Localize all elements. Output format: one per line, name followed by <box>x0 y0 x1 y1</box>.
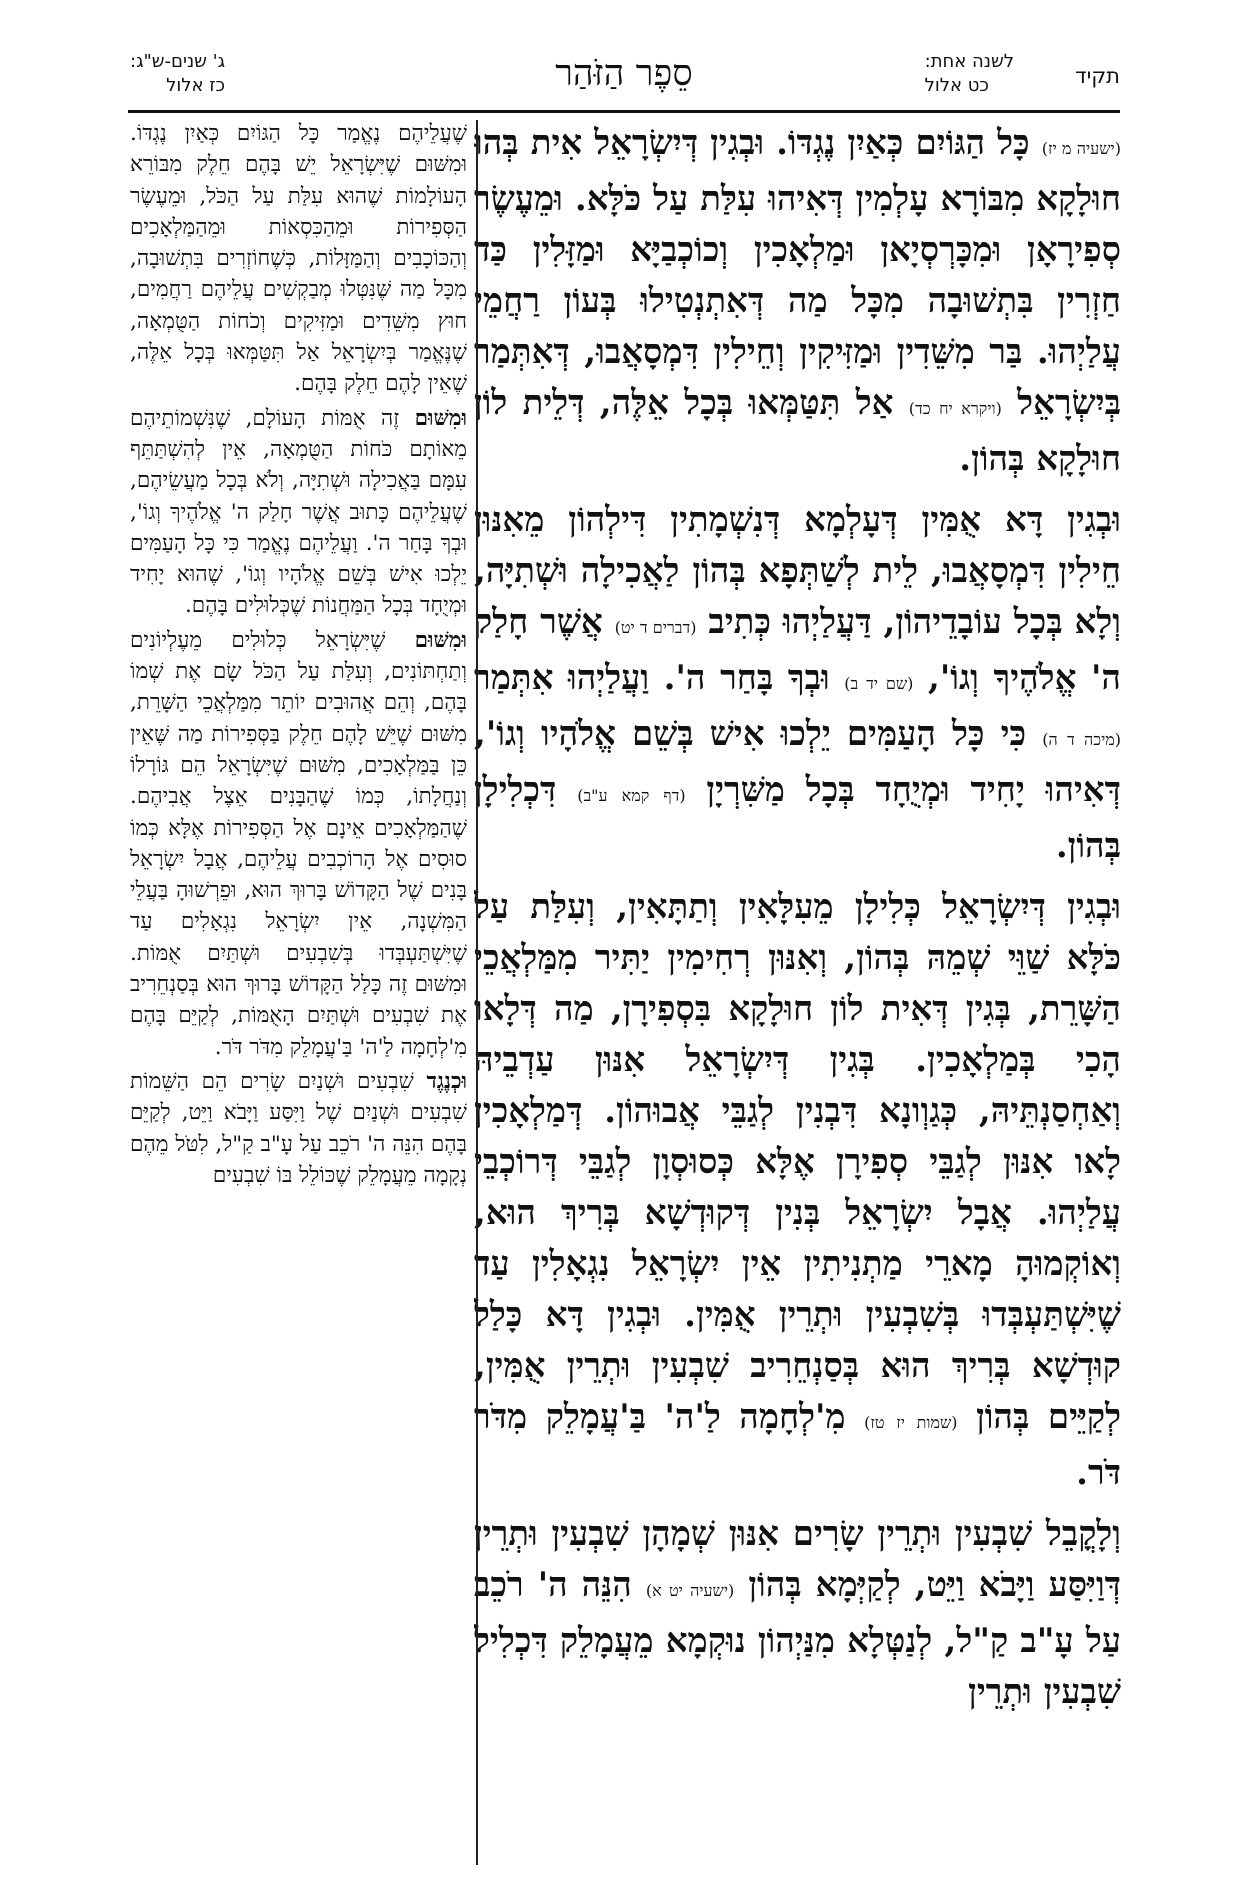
main-text-column <box>474 118 1121 1863</box>
three-year-schedule-date: כז אלול <box>166 75 226 96</box>
source-reference: (ויקרא יח כד) <box>908 399 1002 418</box>
source-reference: (מיכה ד ה) <box>1042 730 1121 749</box>
main-text: אַל תִּטַּמְּאוּ בְּכָל אֵלֶּה, דְּלֵית לוֹן חוּלָקָא בְּהוֹן. <box>474 383 1121 479</box>
source-reference: (ישעיה יט א) <box>645 1581 735 1600</box>
main-text: כִּי כָּל הָעַמִּים יֵלְכוּ אִישׁ בְּשֵׁם אֱלֹהָיו וְגוֹ', דְּאִיהוּ יָחִיד וּמְיֻחָד בְּכָל מַשִּׁרְיָן <box>474 714 1121 810</box>
translation-text: זֶה אֻמּוֹת הָעוֹלָם, שֶׁנִּשְׁמוֹתֵיהֶם מֵאוֹתָם כֹּחוֹת הַטֻּמְאָה, אֵין לְהִשְׁתַּתֵּף עִמָּם בַּאֲכִילָה וּשְׁתִיָּה, וְלֹא בְּכָל מַעֲשֵׂיהֶם, שֶׁעֲלֵיהֶם כָּתוּב אֲשֶׁר חָלַק ה' אֱלֹהֶיךָ וְגוֹ', וּבְךָ בָּחַר ה'. וַעֲלֵיהֶם נֶאֱמַר כִּי כָּל הָעַמִּים יֵלְכוּ אִישׁ בְּשֵׁם אֱלֹהָיו וְגוֹ', שֶׁהוּא יָחִיד וּמְיֻחָד בְּכָל הַמַּחֲנוֹת שֶׁכְּלוּלִים בָּהֶם. <box>130 405 467 619</box>
translation-paragraph-1 <box>130 118 467 400</box>
paragraph-lead-word: וּמִשּׁוּם <box>414 405 467 431</box>
paragraph-lead-word: וּכְנֶגֶד <box>426 1068 467 1094</box>
translation-paragraph-3 <box>130 625 467 1063</box>
translation-text: שֶׁיִּשְׂרָאֵל כְּלוּלִים מֵעֶלְיוֹנִים וְתַחְתּוֹנִים, וְעִלַּת עַל הַכֹּל שָׂם אֶת שְׁמוֹ בָּהֶם, וְהֵם אֲהוּבִים יוֹתֵר מִמַּלְאֲכֵי הַשָּׁרֵת, מִשּׁוּם שֶׁיֵּשׁ לָהֶם חֵלֶק בַּסְּפִירוֹת מַה שֶּׁאֵין כֵּן בַּמַּלְאָכִים, מִשּׁוּם שֶׁיִּשְׂרָאֵל הֵם גּוֹרָלוֹ וְנַחֲלָתוֹ, כְּמוֹ שֶׁהַבָּנִים אֵצֶל אֲבִיהֶם. שֶׁהַמַּלְאָכִים אֵינָם אֶל הַסְּפִירוֹת אֶלָּא כְּמוֹ סוּסִים אֶל הָרוֹכְבִים עֲלֵיהֶם, אֲבָל יִשְׂרָאֵל בָּנִים שֶׁל הַקָּדוֹשׁ בָּרוּךְ הוּא, וּפֵרְשׁוּהָ בַּעֲלֵי הַמִּשְׁנָה, אֵין יִשְׂרָאֵל נִגְאָלִים עַד שֶׁיִּשְׁתַּעְבְּדוּ בְּשִׁבְעִים וּשְׁתַּיִם אֻמּוֹת. וּמִשּׁוּם זֶה כָּלַל הַקָּדוֹשׁ בָּרוּךְ הוּא בְּסַנְחֵרִיב אֶת שִׁבְעִים וּשְׁתַּיִם הָאֻמּוֹת, לְקַיֵּם בָּהֶם מִ'לְחָמָה לַ'ה' בַּ'עֲמָלֵק מִדֹּר דֹּר. <box>130 627 467 1060</box>
main-text: הִנֵּה ה' רֹכֵב עַל עָ"ב קַ"ל, לְנַטְּלָא מִנַּיְהוֹן נוּקְמָא מֵעֲמָלֵק דִּכְלִיל שִׁבְעִין וּתְרֵין <box>474 1565 1121 1712</box>
main-text: מִ'לְחָמָה לַ'ה' בַּ'עֲמָלֵק מִדֹּר דֹּר. <box>474 1397 1121 1493</box>
three-year-schedule <box>130 50 225 98</box>
source-reference: (שם יד ב) <box>844 674 914 693</box>
main-paragraph-3 <box>474 882 1121 1499</box>
translation-paragraph-2 <box>130 403 467 622</box>
source-reference: (דף קמא ע"ב) <box>577 786 686 805</box>
column-divider <box>476 120 478 1865</box>
main-paragraph-1 <box>474 118 1121 485</box>
daily-study-label: תקיד <box>1075 64 1120 88</box>
source-reference: (ישעיה מ יז) <box>1041 139 1121 158</box>
source-reference: (שמות יז טז) <box>864 1413 958 1432</box>
translation-text: שֶׁעֲלֵיהֶם נֶאֱמַר כָּל הַגּוֹיִם כְּאַיִן נֶגְדּוֹ. וּמִשּׁוּם שֶׁיִּשְׂרָאֵל יֵשׁ בָּהֶם חֵלֶק מִבּוֹרֵא הָעוֹלָמוֹת שֶׁהוּא עִלַּת עַל הַכֹּל, וּמֵעֶשֶׂר הַסְּפִירוֹת וּמֵהַכִּסְאוֹת וּמֵהַמַּלְאָכִים וְהַכּוֹכָבִים וְהַמַּזָּלוֹת, כְּשֶׁחוֹזְרִים בִּתְשׁוּבָה, מִכָּל מַה שֶּׁנִּטְּלוּ מְבַקְשִׁים עֲלֵיהֶם רַחֲמִים, חוּץ מִשֵּׁדִים וּמַזִּיקִים וְכֹחוֹת הַטֻּמְאָה, שֶׁנֶּאֱמַר בְּיִשְׂרָאֵל אַל תִּטַּמְּאוּ בְּכָל אֵלֶּה, שֶׁאֵין לָהֶם חֵלֶק בָּהֶם. <box>130 121 467 397</box>
main-text: וּבְךָ בָּחַר ה'. וַעֲלַיְהוּ אִתְּמַר <box>474 658 830 698</box>
main-text: וְלָקֳבֵל שִׁבְעִין וּתְרֵין שָׂרִים אִנּוּן שְׁמָהָן שִׁבְעִין וּתְרֵין דְּוַיִּסַּע וַיָּבֹא וַיֵּט, לְקַיְּמָא בְּהוֹן <box>474 1514 1121 1605</box>
three-year-schedule-label: ג' שנים-ש"ג: <box>130 51 226 72</box>
one-year-schedule-date: כט אלול <box>924 75 989 96</box>
main-paragraph-4 <box>474 1509 1121 1718</box>
main-text: דִּכְלִילָן בְּהוֹן. <box>474 770 1121 866</box>
main-text: וּבְגִין דְּיִשְׂרָאֵל כְּלִילָן מֵעִלָּאִין וְתַתָּאִין, וְעִלַּת עַל כֹּלָּא שַׁוֵּי שְׁמֵהּ בְּהוֹן, וְאִנּוּן רְחִימִין יַתִּיר מִמַּלְאֲכֵי הַשָּׁרֵת, בְּגִין דְּאִית לוֹן חוּלָקָא בִּסְפִירָן, מַה דְּלָאו הָכִי בְּמַלְאָכִין. בְּגִין דְּיִשְׂרָאֵל אִנּוּן עַדְבֵיהּ וְאַחְסַנְתֵּיהּ, כְּגַוְונָא דִּבְנִין לְגַבֵּי אֲבוּהוֹן. דְּמַלְאָכִין לָאו אִנּוּן לְגַבֵּי סְפִירָן אֶלָּא כְּסוּסְוָן לְגַבֵּי דְּרוֹכְבֵי עֲלַיְהוּ. אֲבָל יִשְׂרָאֵל בְּנִין דְּקוּדְשָׁא בְּרִיךְ הוּא, וְאוֹקְמוּהָ מָארֵי מַתְנִיתִין אֵין יִשְׂרָאֵל נִגְאָלִין עַד שֶׁיִּשְׁתַּעְבְּדוּ בְּשִׁבְעִין וּתְרֵין אֻמִּין. וּבְגִין דָּא כָּלַל קוּדְשָׁא בְּרִיךְ הוּא בְּסַנְחֵרִיב שִׁבְעִין וּתְרֵין אֻמִּין, לְקַיֵּים בְּהוֹן <box>474 887 1121 1437</box>
translation-column <box>130 118 467 1863</box>
main-text: וּבְגִין דָּא אֻמִּין דְּעָלְמָא דְּנִשְׁמָתִין דִּילְהוֹן מֵאִנּוּן חֵילִין דִּמְסָאֲבוּ, לֵית לְשַׁתְּפָא בְּהוֹן לַאֲכִילָה וּשְׁתִיָּה, וְלָא בְּכָל עוֹבָדֵיהוֹן, דַּעֲלַיְהוּ כְּתִיב <box>474 500 1121 642</box>
source-reference: (דברים ד יט) <box>614 618 697 637</box>
translation-paragraph-4 <box>130 1066 467 1191</box>
translation-text: שִׁבְעִים וּשְׁנַיִם שָׂרִים הֵם הַשֵּׁמוֹת שִׁבְעִים וּשְׁנַיִם שֶׁל וַיִּסַּע וַיָּבֹא וַיֵּט, לְקַיֵּם בָּהֶם הִנֵּה ה' רֹכֵב עַל עָ"ב קַ"ל, לִטֹּל מֵהֶם נְקָמָה מֵעֲמָלֵק שֶׁכּוֹלֵל בּוֹ שִׁבְעִים <box>130 1068 467 1188</box>
main-paragraph-2 <box>474 495 1121 872</box>
main-text: כָּל הַגּוֹיִם כְּאַיִן נֶגְדּוֹ. וּבְגִין דְּיִשְׂרָאֵל אִית בְּהוּ חוּלָקָא מִבּוֹרָא עָלְמִין דְּאִיהוּ עִלַּת עַל כֹּלָּא. וּמֵעֶשֶׂר סְפִירָאָן וּמִכָּרְסְיָאן וּמַלְאָכִין וְכוֹכְבַיָּא וּמַזָּלִין כַּד חַזְרִין בִּתְשׁוּבָה מִכָּל מַה דְּאִתְנְטִילוּ בְּעוֹן רַחֲמֵי עֲלַיְהוּ. בַּר מִשֵּׁדִין וּמַזִּיקִין וְחֵילִין דִּמְסָאֲבוּ, דְּאִתְּמַר בְּיִשְׂרָאֵל <box>474 123 1121 423</box>
main-text: אֲשֶׁר חָלַק ה' אֱלֹהֶיךָ וְגוֹ', <box>474 602 1121 698</box>
book-title: סֵפֶר הַזֹּהַר <box>555 53 693 94</box>
page-header <box>128 50 1120 113</box>
one-year-schedule-label: לשנה אחת: <box>924 51 1014 72</box>
paragraph-lead-word: וּמִשּׁוּם <box>414 627 467 653</box>
